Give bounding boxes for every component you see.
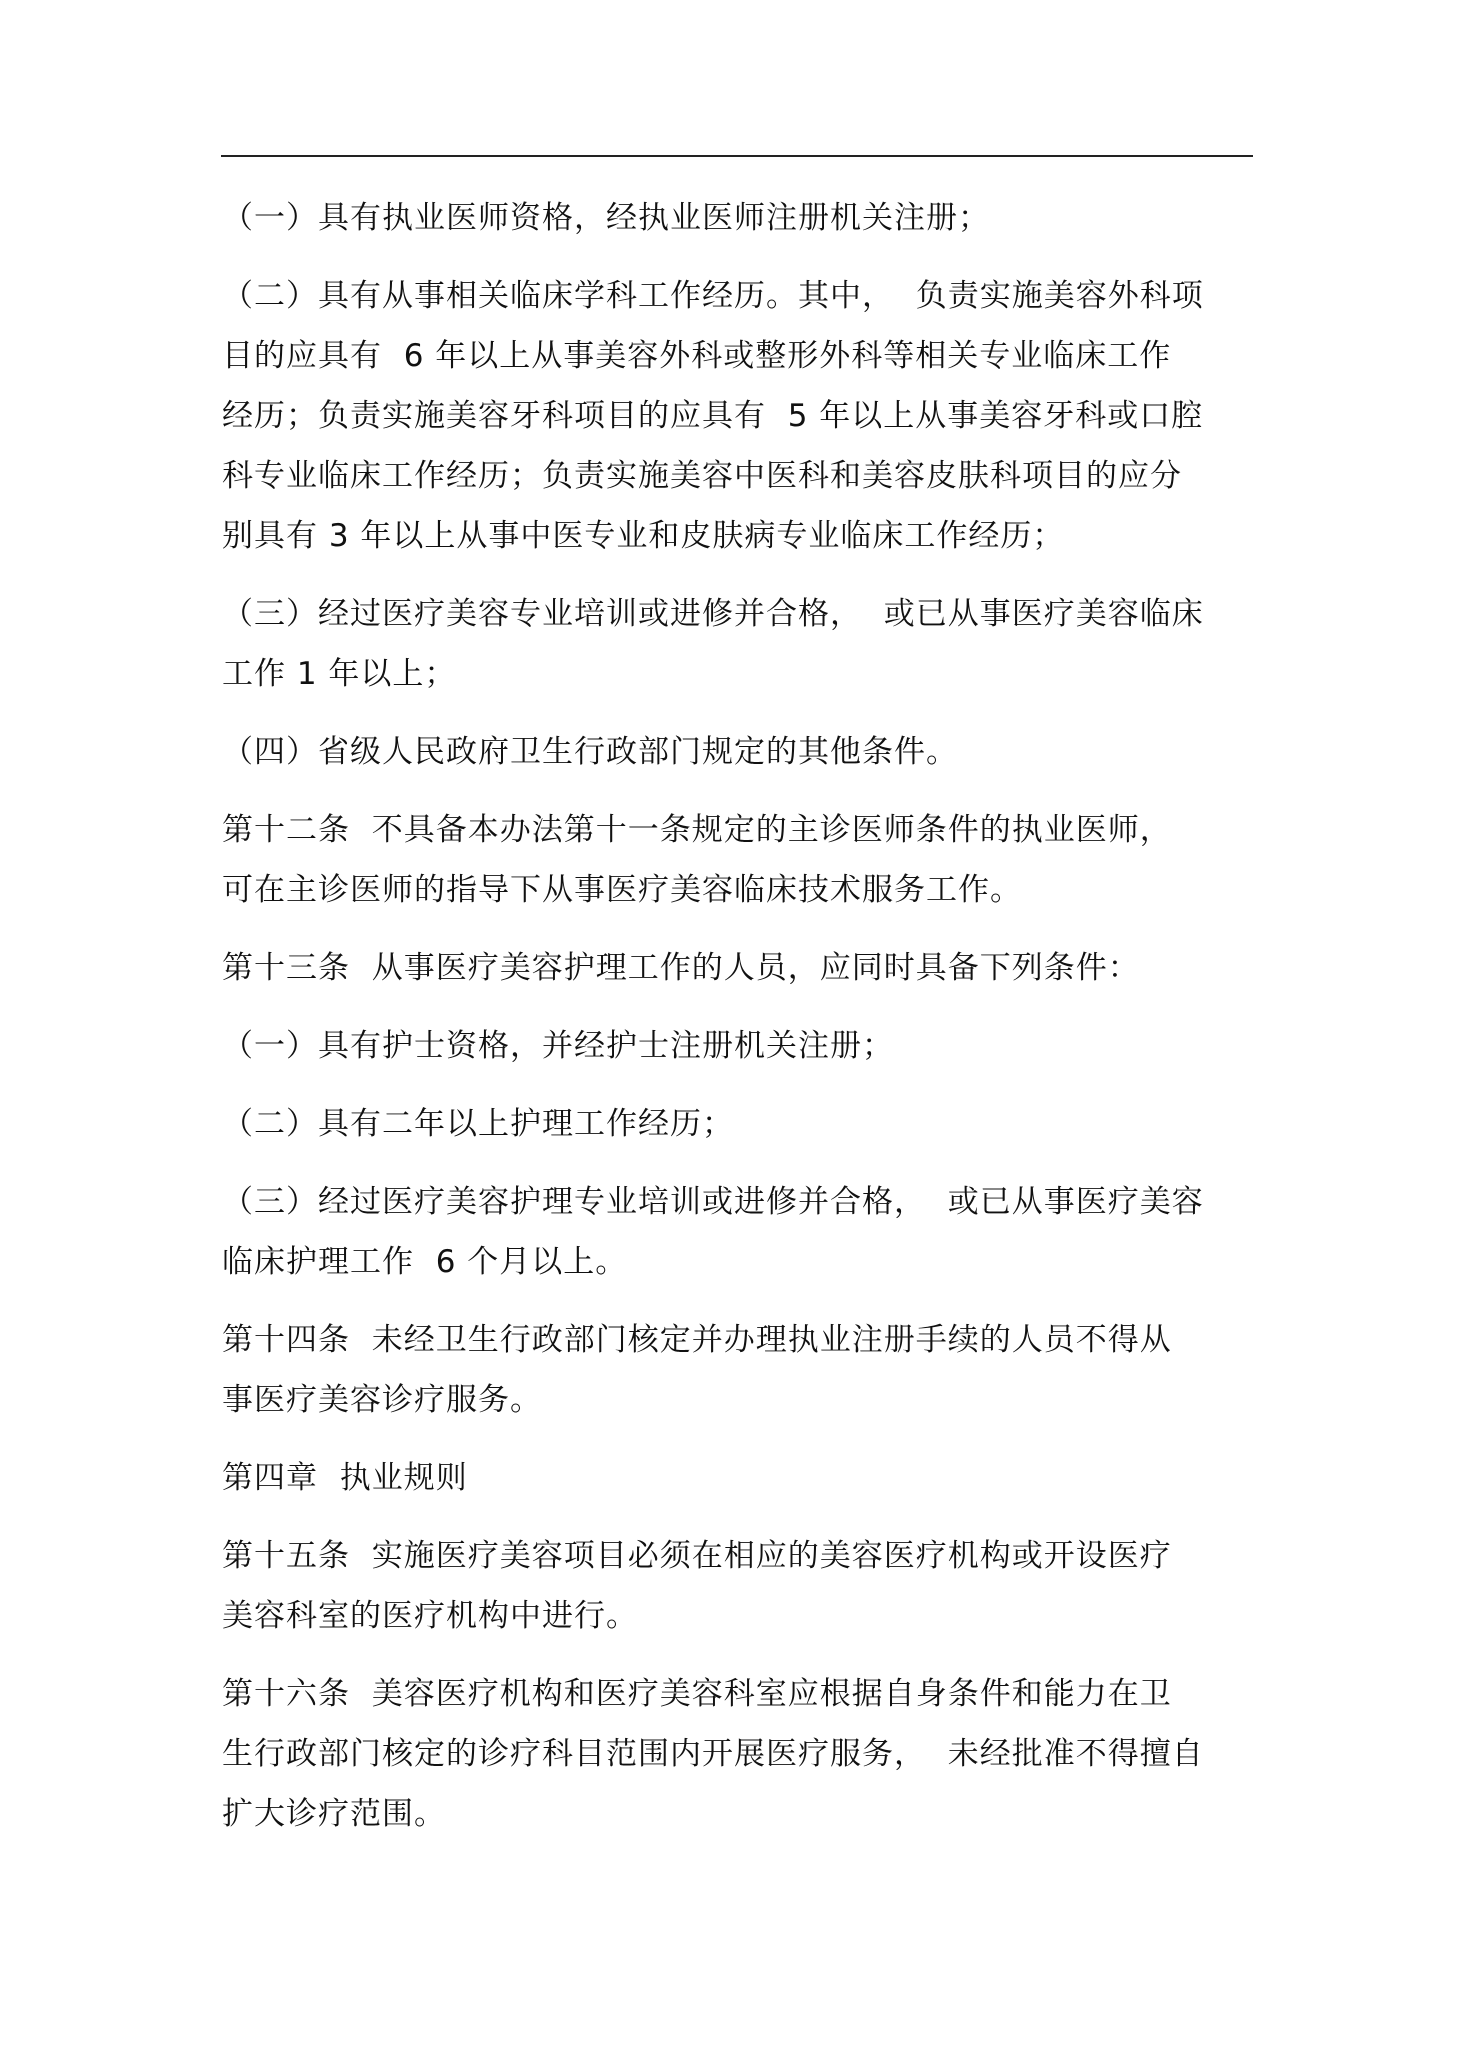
text-line: （二）具有二年以上护理工作经历；	[222, 1106, 734, 1142]
article-13	[222, 938, 1262, 998]
text-line: 别具有 3 年以上从事中医专业和皮肤病专业临床工作经历；	[222, 518, 1065, 554]
article-13-item-1	[222, 1016, 1262, 1076]
text-line: （三）经过医疗美容护理专业培训或进修并合格， 或已从事医疗美容	[222, 1184, 1204, 1220]
text-line: 美容科室的医疗机构中进行。	[222, 1598, 638, 1634]
text-line: 第十三条 从事医疗美容护理工作的人员，应同时具备下列条件：	[222, 950, 1140, 986]
text-line: 生行政部门核定的诊疗科目范围内开展医疗服务， 未经批准不得擅自	[222, 1736, 1204, 1772]
text-line: 第十六条 美容医疗机构和医疗美容科室应根据自身条件和能力在卫	[222, 1676, 1172, 1712]
paragraph-item-2	[222, 266, 1262, 566]
text-line: 第十四条 未经卫生行政部门核定并办理执业注册手续的人员不得从	[222, 1322, 1172, 1358]
text-line: 工作 1 年以上；	[222, 656, 457, 692]
article-13-item-3	[222, 1172, 1262, 1292]
text-line: 事医疗美容诊疗服务。	[222, 1382, 542, 1418]
text-line: 可在主诊医师的指导下从事医疗美容临床技术服务工作。	[222, 872, 1022, 908]
paragraph-item-4	[222, 722, 1262, 782]
chapter-heading	[222, 1448, 1262, 1508]
document-body	[222, 188, 1262, 1862]
paragraph-item-3	[222, 584, 1262, 704]
text-line: 第十二条 不具备本办法第十一条规定的主诊医师条件的执业医师，	[222, 812, 1172, 848]
text-line: 临床护理工作 6 个月以上。	[222, 1244, 628, 1280]
text-line: 科专业临床工作经历；负责实施美容中医科和美容皮肤科项目的应分	[222, 458, 1182, 494]
text-line: （一）具有执业医师资格，经执业医师注册机关注册；	[222, 200, 990, 236]
text-line: 第十五条 实施医疗美容项目必须在相应的美容医疗机构或开设医疗	[222, 1538, 1172, 1574]
article-15	[222, 1526, 1262, 1646]
article-16	[222, 1664, 1262, 1844]
article-14	[222, 1310, 1262, 1430]
article-13-item-2	[222, 1094, 1262, 1154]
article-12	[222, 800, 1262, 920]
text-line: （三）经过医疗美容专业培训或进修并合格， 或已从事医疗美容临床	[222, 596, 1204, 632]
text-line: （一）具有护士资格，并经护士注册机关注册；	[222, 1028, 894, 1064]
text-line: 扩大诊疗范围。	[222, 1796, 446, 1832]
paragraph-item-1	[222, 188, 1262, 248]
text-line: （四）省级人民政府卫生行政部门规定的其他条件。	[222, 734, 958, 770]
text-line: （二）具有从事相关临床学科工作经历。其中， 负责实施美容外科项	[222, 278, 1204, 314]
header-rule	[221, 155, 1253, 157]
text-line: 第四章 执业规则	[222, 1460, 468, 1496]
text-line: 目的应具有 6 年以上从事美容外科或整形外科等相关专业临床工作	[222, 338, 1172, 374]
text-line: 经历；负责实施美容牙科项目的应具有 5 年以上从事美容牙科或口腔	[222, 398, 1204, 434]
